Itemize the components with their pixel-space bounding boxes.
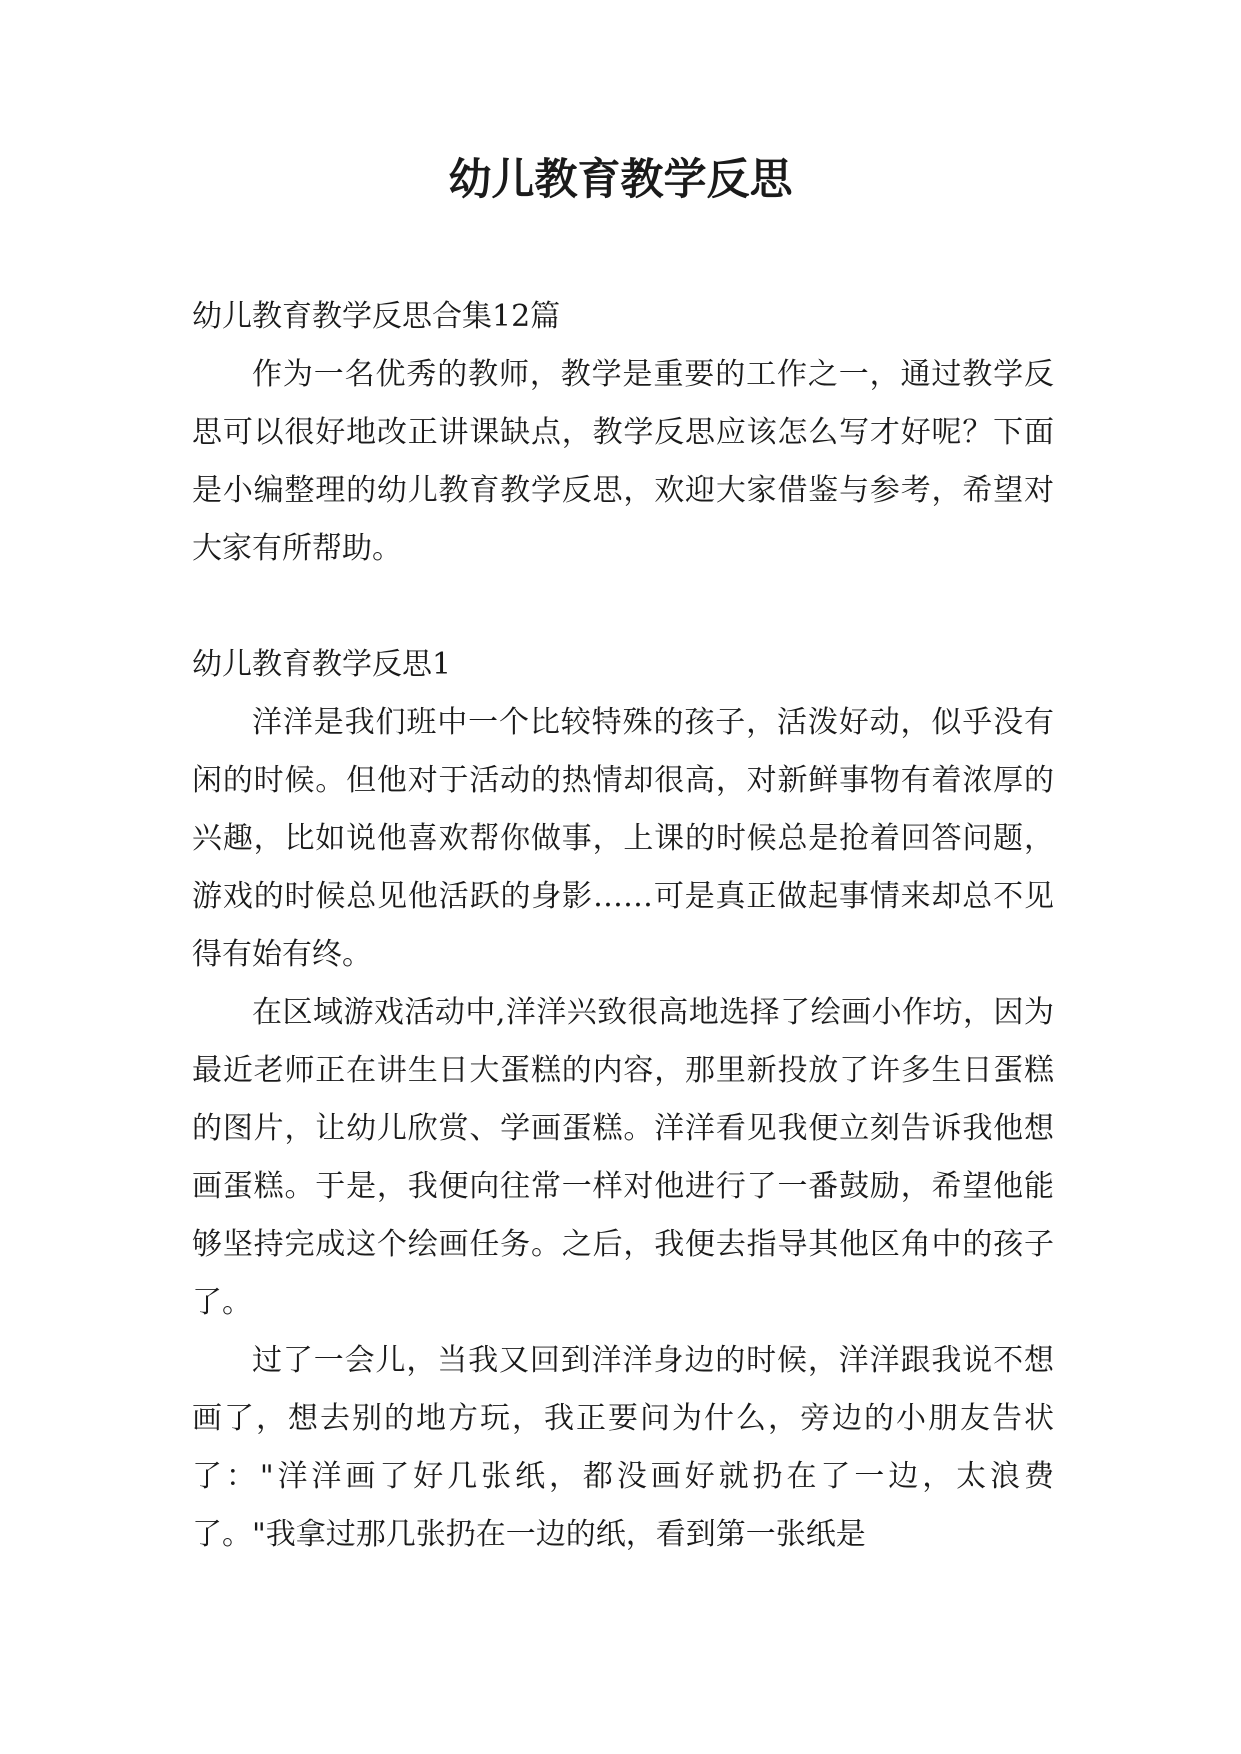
body-paragraph: 洋洋是我们班中一个比较特殊的孩子，活泼好动，似乎没有闲的时候。但他对于活动的热情却很高，对新鲜事物有着浓厚的兴趣，比如说他喜欢帮你做事，上课的时候总是抢着回答问题，游戏的时候总见他活跃的身影……可是真正做起事情来却总不见得有始有终。 [192,705,1054,972]
intro-paragraph: 作为一名优秀的教师，教学是重要的工作之一，通过教学反思可以很好地改正讲课缺点，教学反思应该怎么写才好呢？下面是小编整理的幼儿教育教学反思，欢迎大家借鉴与参考，希望对大家有所帮助。 [192,357,1054,566]
section-heading: 幼儿教育教学反思1 [192,647,452,682]
document-body [192,288,1054,1564]
body-paragraph: 过了一会儿，当我又回到洋洋身边的时候，洋洋跟我说不想画了，想去别的地方玩，我正要问为什么，旁边的小朋友告状了："洋洋画了好几张纸，都没画好就扔在了一边，太浪费了。"我拿过那几张扔在一边的纸，看到第一张纸是 [192,1343,1054,1552]
collection-subtitle: 幼儿教育教学反思合集12篇 [192,299,561,334]
section-spacer [192,578,1054,636]
body-paragraph: 在区域游戏活动中,洋洋兴致很高地选择了绘画小作坊，因为最近老师正在讲生日大蛋糕的内容，那里新投放了许多生日蛋糕的图片，让幼儿欣赏、学画蛋糕。洋洋看见我便立刻告诉我他想画蛋糕。于是，我便向往常一样对他进行了一番鼓励，希望他能够坚持完成这个绘画任务。之后，我便去指导其他区角中的孩子了。 [192,995,1054,1320]
document-title: 幼儿教育教学反思 [448,155,793,205]
